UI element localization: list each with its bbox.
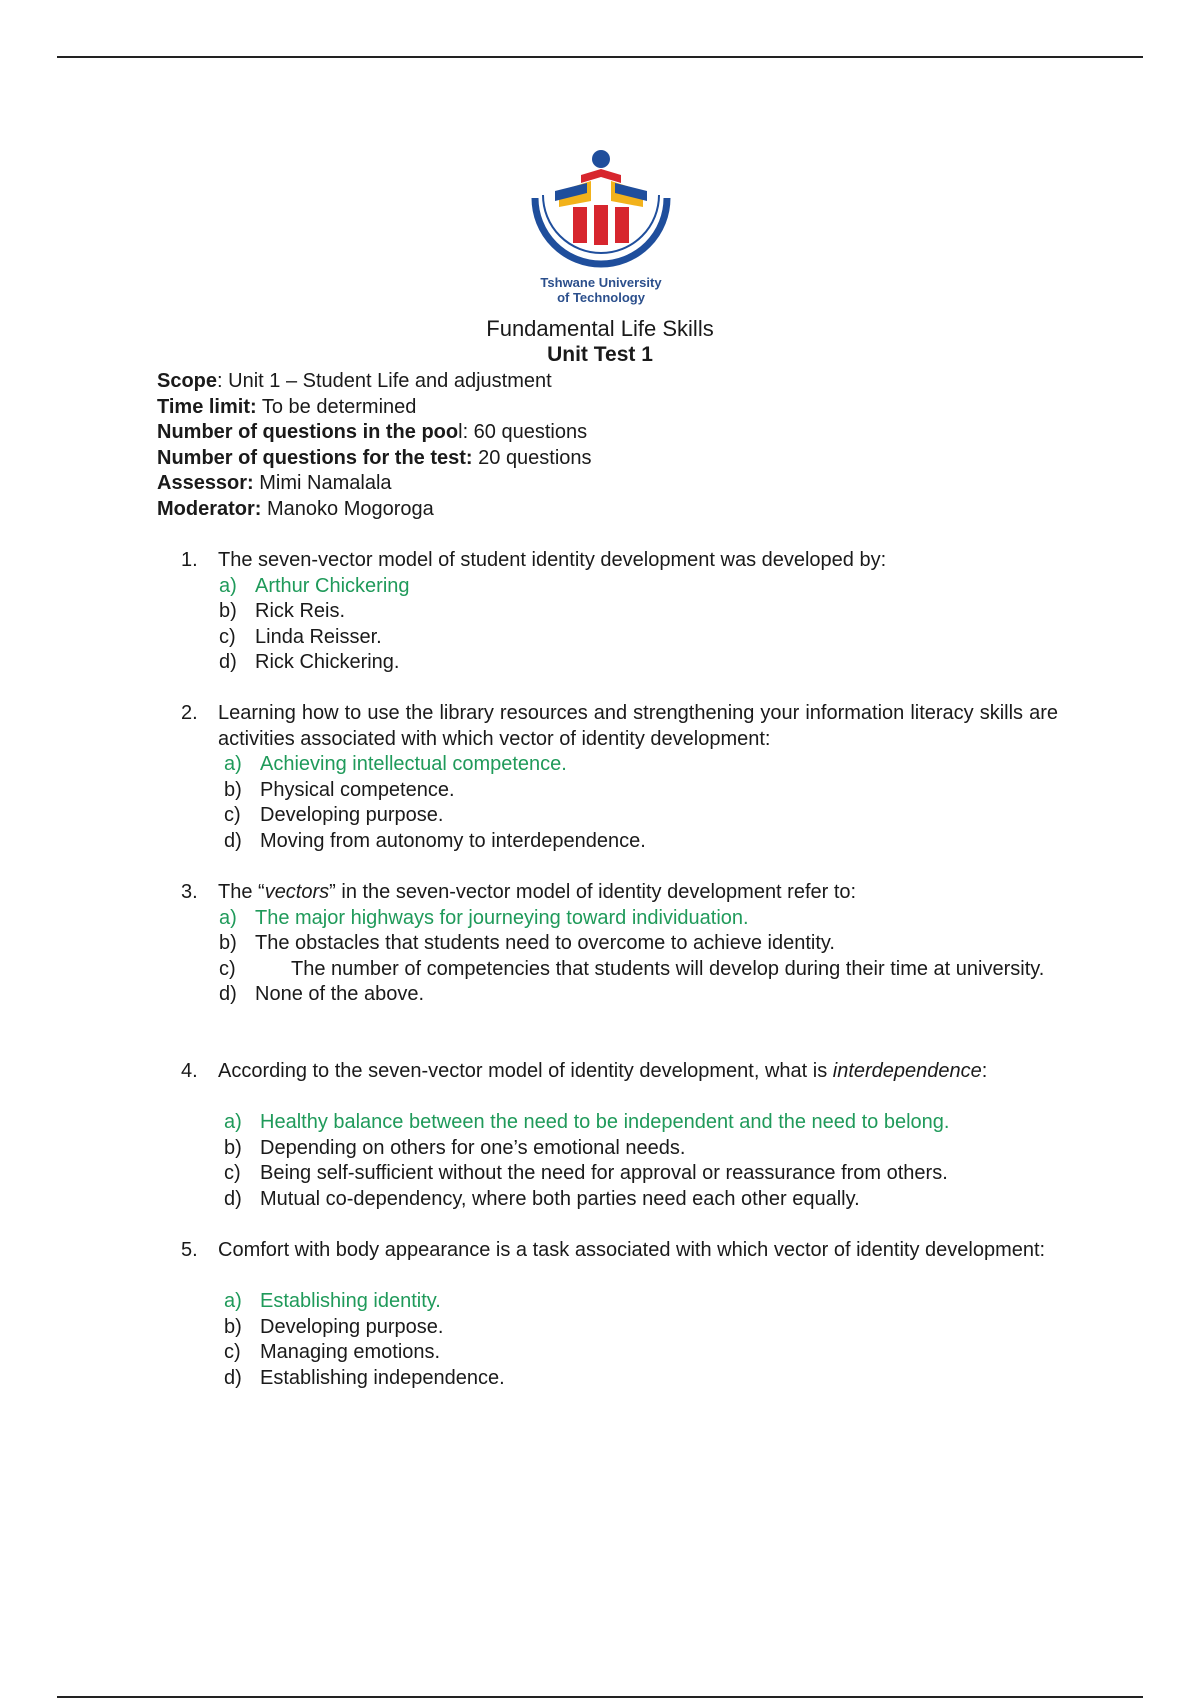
logo-name-line1: Tshwane University <box>540 275 662 290</box>
test-count-row <box>157 446 592 472</box>
pool-count-label-tail: l <box>458 421 463 443</box>
logo-name-line2: of Technology <box>557 290 645 305</box>
option-a: a) Achieving intellectual competence. <box>224 753 567 775</box>
question-number: 5. <box>181 1239 198 1261</box>
question-text: The “vectors” in the seven-vector model of identity development refer to: <box>218 881 857 903</box>
assessor-value: Mimi Namalala <box>253 472 392 494</box>
time-limit-value: To be determined <box>256 395 417 418</box>
question-text: Learning how to use the library resources and strengthening your information literacy skills are activities associated with which vector of identity development: <box>218 702 1058 750</box>
option-c: c) Being self-sufficient without the need for approval or reassurance from others. <box>224 1162 948 1184</box>
test-count-value: 20 questions <box>472 446 592 469</box>
option-list <box>219 752 1059 854</box>
option-d: d) Establishing independence. <box>224 1366 505 1389</box>
moderator-row <box>157 497 592 523</box>
option-a: a) Establishing identity. <box>224 1290 441 1312</box>
pool-count-value: : 60 questions <box>462 421 588 443</box>
option-a: a) Healthy balance between the need to be independent and the need to belong. <box>224 1111 950 1133</box>
moderator-label: Moderator: <box>157 497 262 520</box>
option-list <box>219 1110 1059 1212</box>
option-c: c) Managing emotions. <box>224 1341 441 1363</box>
option-list <box>219 906 1059 1008</box>
scope-row <box>157 369 592 395</box>
option-d: d) Moving from autonomy to interdependence. <box>224 829 646 852</box>
option-a: a) The major highways for journeying toward individuation. <box>219 906 749 929</box>
option-d: d) Rick Chickering. <box>219 651 400 673</box>
option-c: c) Linda Reisser. <box>219 625 382 648</box>
pool-count-row <box>157 420 592 446</box>
test-title: Unit Test 1 <box>547 343 653 366</box>
question-text: According to the seven-vector model of identity development, what is interdependence: <box>218 1060 988 1082</box>
option-list <box>219 574 1059 676</box>
option-a: a) Arthur Chickering <box>219 574 410 597</box>
assessor-label: Assessor: <box>157 472 254 494</box>
scope-label: Scope <box>157 370 218 392</box>
option-c: c) The number of competencies that students will develop during their time at university. <box>219 957 1045 980</box>
time-limit-label: Time limit: <box>157 395 257 418</box>
option-d: d) None of the above. <box>219 983 425 1005</box>
test-count-label: Number of questions for the test: <box>157 446 473 469</box>
assessor-row <box>157 471 592 497</box>
pool-count-label: Number of questions in the poo <box>157 421 459 443</box>
option-list <box>219 1289 1059 1391</box>
time-limit-row <box>157 395 592 421</box>
option-b: b) Depending on others for one’s emotional needs. <box>224 1136 686 1159</box>
moderator-value: Manoko Mogoroga <box>261 497 434 520</box>
university-logo <box>525 143 677 313</box>
option-d: d) Mutual co-dependency, where both parties need each other equally. <box>224 1187 860 1210</box>
option-b: b) Physical competence. <box>224 778 455 801</box>
option-b: b) Developing purpose. <box>224 1315 444 1338</box>
logo-emblem-icon <box>525 143 677 275</box>
option-b: b) Rick Reis. <box>219 600 346 622</box>
option-c: c) Developing purpose. <box>224 804 444 826</box>
scope-value: : Unit 1 – Student Life and adjustment <box>217 370 552 392</box>
question-text: The seven-vector model of student identity development was developed by: <box>218 549 887 571</box>
bottom-rule <box>57 1696 1143 1698</box>
top-rule <box>57 56 1143 58</box>
question-text: Comfort with body appearance is a task associated with which vector of identity development: <box>218 1239 1046 1261</box>
question-number: 4. <box>181 1060 198 1082</box>
question-number: 2. <box>181 702 198 724</box>
question-number: 1. <box>181 549 198 571</box>
question-number: 3. <box>181 881 198 903</box>
option-b: b) The obstacles that students need to overcome to achieve identity. <box>219 932 835 954</box>
course-title: Fundamental Life Skills <box>486 316 714 341</box>
test-metadata <box>157 369 592 522</box>
